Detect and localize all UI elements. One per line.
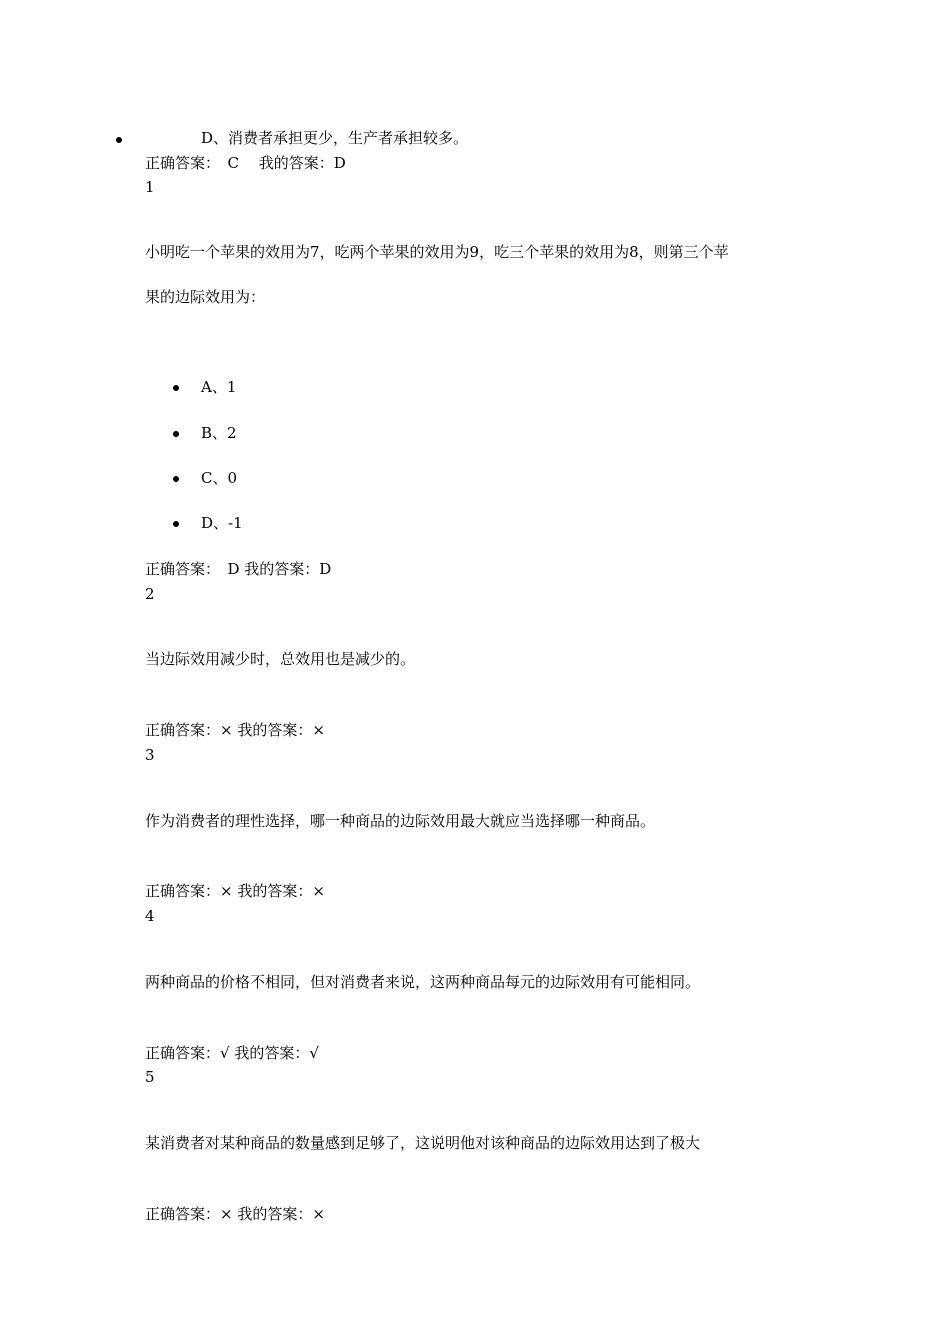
option-a: A、1 — [201, 378, 237, 396]
option-c: C、0 — [201, 469, 238, 487]
question-1-stem-line2: 果的边际效用为： — [145, 288, 266, 306]
option-d: D、-1 — [201, 514, 243, 532]
answer-line-2: 正确答案：× 我的答案：× — [145, 721, 325, 739]
bullet-icon — [173, 521, 179, 527]
question-1-stem-line1: 小明吃一个苹果的效用为7，吃两个苹果的效用为9，吃三个苹果的效用为8，则第三个苹 — [145, 243, 729, 261]
bullet-icon — [173, 431, 179, 437]
answer-line-4: 正确答案：√ 我的答案：√ — [145, 1044, 319, 1062]
answer-line-prev: 正确答案： C 我的答案：D — [145, 154, 346, 172]
question-number-2: 2 — [145, 585, 155, 603]
question-number-1: 1 — [145, 178, 155, 196]
answer-line-3: 正确答案：× 我的答案：× — [145, 882, 325, 900]
bullet-icon — [173, 476, 179, 482]
option-b: B、2 — [201, 424, 237, 442]
answer-line-1: 正确答案： D 我的答案：D — [145, 560, 332, 578]
question-number-4: 4 — [145, 907, 155, 925]
question-number-3: 3 — [145, 746, 155, 764]
bullet-icon — [116, 137, 122, 143]
question-3-stem: 作为消费者的理性选择，哪一种商品的边际效用最大就应当选择哪一种商品。 — [145, 812, 656, 830]
bullet-icon — [173, 385, 179, 391]
question-2-stem: 当边际效用减少时，总效用也是减少的。 — [145, 650, 416, 668]
option-d-prev: D、消费者承担更少，生产者承担较多。 — [201, 129, 469, 147]
question-5-stem: 某消费者对某种商品的数量感到足够了，这说明他对该种商品的边际效用达到了极大 — [145, 1134, 701, 1152]
question-4-stem: 两种商品的价格不相同，但对消费者来说，这两种商品每元的边际效用有可能相同。 — [145, 973, 701, 991]
question-number-5: 5 — [145, 1068, 155, 1086]
answer-line-5: 正确答案：× 我的答案：× — [145, 1205, 325, 1223]
